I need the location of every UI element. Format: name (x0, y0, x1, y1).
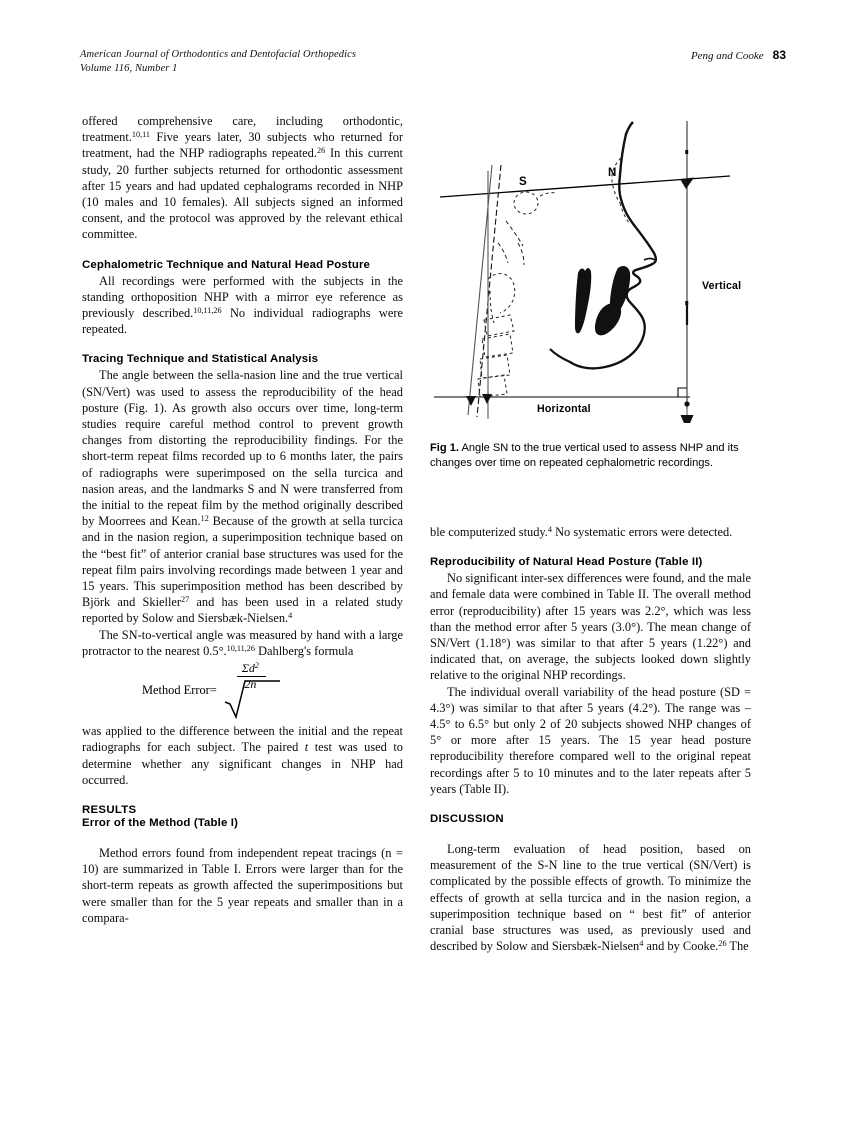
figure-1 (430, 113, 752, 470)
formula-numerator: $\Sigma d^2$ (241, 661, 259, 676)
heading-error-of-method: Error of the Method (Table I) (82, 816, 239, 829)
vertebra-c6-outline (478, 375, 507, 397)
sella-detail-line (540, 193, 556, 196)
upper-incisor-tracing (575, 268, 591, 333)
formula-denominator: 2n (244, 677, 257, 692)
journal-title-line1: American Journal of Orthodontics and Dentofacial Orthopedics (80, 49, 357, 60)
paragraph-sn-to-vertical: The SN-to-vertical angle was measured by hand with a large protractor to the nearest 0.5°.$^{10,11,26}$ Dahlberg's formula (82, 627, 403, 658)
paragraph-offered-care: offered comprehensive care, including orthodontic, treatment.$^{10,11}$ Five years later, 30 subjects who returned for treatment, had the NHP radiographs repeated.$^{26}$ In this current study, 20 further subjects returned for orthodontic assessment after 15 years and had updated cephalograms recorded in NHP (10 males and 10 females). All subjects signed an informed consent, and the protocol was approved by the relevant ethical committee. (82, 114, 403, 242)
posterior-construction-line-2 (477, 165, 501, 417)
lip-detail (644, 259, 655, 261)
cranial-base-dashed-1 (506, 221, 523, 246)
figure-caption (430, 441, 752, 470)
figure-label-nasion: N (608, 167, 617, 179)
paragraph-ble-computerized: ble computerized study.$^4$ No systematic errors were detected. (430, 525, 733, 539)
journal-volume-line: Volume 116, Number 1 (80, 63, 178, 74)
paragraph-individual-variability: The individual overall variability of the head posture (SD = 4.3°) was similar to that after 5 years (4.2°). The range was – 4.5° to 6.5° but only 2 of 20 subjects showed NHP changes of 5° or more after 15 years. The 15 year head posture reproducibility therefore compared well to the original repeat recordings after 5 to 10 minutes and to the later repeats after 5 years (Table II). (430, 684, 751, 796)
right-angle-marker (678, 388, 687, 397)
vertebra-c4-outline (482, 334, 513, 357)
heading-results: RESULTS (82, 803, 137, 816)
running-head (80, 48, 786, 84)
radical-sign (223, 661, 266, 706)
journal-title (80, 48, 356, 76)
figure-caption-number: Fig 1. (430, 442, 459, 454)
cephalometric-tracing (430, 113, 752, 423)
heading-discussion: DISCUSSION (430, 813, 504, 826)
method-error-formula (82, 661, 403, 719)
paragraph-was-applied: was applied to the difference between the initial and the repeat radiographs for each subject. The paired t test was used to determine whether any significant changes in NHP had occurred. (82, 724, 403, 787)
sn-vert-angle-marker (680, 178, 694, 190)
paragraph-all-recordings: All recordings were performed with the subjects in the standing orthoposition NHP with a mirror eye reference as previously described.$^{10,11,26}$ No individual radiographs were repeated. (82, 273, 403, 337)
author-names: Peng and Cooke (690, 50, 764, 62)
lower-arrow-marker-1 (466, 396, 476, 406)
figure-caption-text: Angle SN to the true vertical used to assess NHP and its changes over time on repeated cephalometric recordings. (430, 442, 739, 469)
sella-turcica-outline (514, 192, 538, 214)
vertebra-c5-outline (480, 355, 510, 378)
page-number: 83 (772, 48, 786, 62)
formula-fraction (237, 661, 266, 707)
heading-reproducibility: Reproducibility of Natural Head Posture (Table II) (430, 556, 703, 569)
heading-tracing-technique: Tracing Technique and Statistical Analysis (82, 353, 319, 366)
heading-cephalometric-technique: Cephalometric Technique and Natural Head Posture (82, 258, 371, 271)
right-column (430, 524, 751, 954)
figure-label-sella: S (519, 176, 527, 188)
cranial-base-dashed-2 (518, 243, 524, 265)
vertebra-c1-outline (488, 274, 515, 313)
mandibular-incisor-tracing (595, 303, 621, 335)
formula-label: Method Error= (142, 683, 217, 698)
left-column (82, 113, 403, 926)
plumb-knot (684, 401, 689, 406)
forehead-outline (626, 122, 633, 134)
paragraph-angle-between: The angle between the sella-nasion line and the true vertical (SN/Vert) was used to assess the reproducibility of the head posture (Fig. 1). As growth also occurs over time, long-term studies require careful method control to prevent growth changes from distorting the reproducibility findings. For the short-term repeat films recorded up to 6 months later, the pairs of radiographs were superimposed on the sella turcica and nasion areas, and the landmarks S and N were transferred from the initial to the repeat film by the method originally described by Moorrees and Kean.$^{12}$ Because of the growth at sella turcica and in the nasion region, a superimposition technique based on the “best fit” of anterior cranial base structures was used for the repeat film pairs involving recordings made between 1 year and 15 years. This superimposition method has been described by Björk and Skieller$^{27}$ and has been used in a related study reported by Solow and Siersbæk-Nielsen.$^4$ (82, 368, 403, 626)
running-head-right (691, 48, 786, 62)
paragraph-long-term: Long-term evaluation of head position, based on measurement of the S-N line to the true vertical (SN/Vert) is complicated by the possible effects of growth. To minimize the effects of growth at sella turcica and in the nasion region, a superimposition technique based on “ best fit” of anterior cranial base structures was used, as previously used and described by Solow and Siersbæk-Nielsen$^4$ and by Cooke.$^{26}$ The (430, 842, 751, 954)
mandible-outline (550, 349, 570, 362)
paragraph-method-errors: Method errors found from independent repeat tracings (n = 10) are summarized in Table I. Errors were larger than for the short-term repeats as growth affected the superimpositions but were smaller than for the 5 year repeats and smaller than in a compara- (82, 845, 403, 925)
figure-label-vertical: Vertical (702, 280, 742, 292)
cranial-base-dashed-3 (498, 243, 508, 263)
plumb-tick-upper (685, 150, 688, 154)
paragraph-no-significant: No significant inter-sex differences were found, and the male and female data were combined in Table II. The overall method error (reproducibility) after 15 years was 2.2°, which was less than the method error after 5 years (3.0°). The mean change of SN/Vert (1.18°) was similar to that after 5 years (1.22°) and indicated that, on average, the subjects looked down slightly relative to the original NHP recordings. (430, 571, 751, 683)
figure-label-horizontal: Horizontal (537, 403, 591, 415)
